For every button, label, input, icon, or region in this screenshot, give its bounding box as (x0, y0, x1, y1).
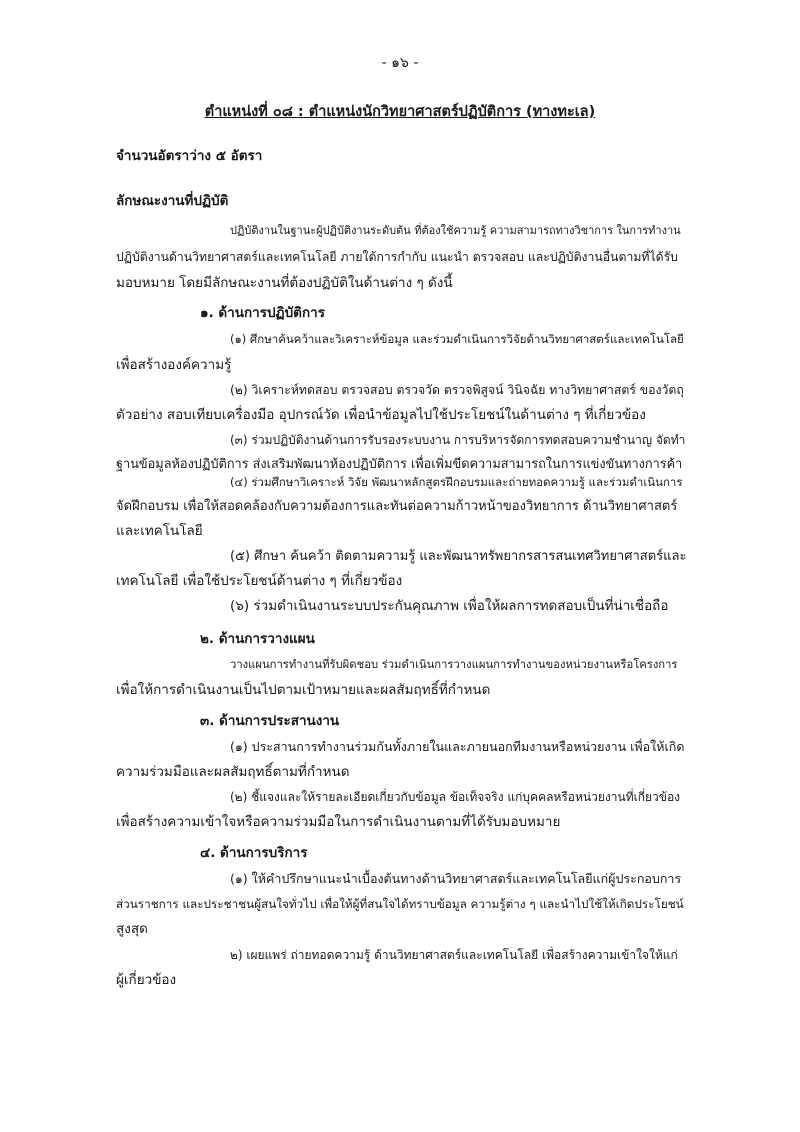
list-item-continuation: ตัวอย่าง สอบเทียบเครื่องมือ อุปกรณ์วัด เพื่อนำข้อมูลไปใช้ประโยชน์ในด้านต่าง ๆ ที่เกี่ยวข้อง (116, 407, 646, 423)
page-number: - ๑๖ - (381, 55, 419, 71)
list-item-continuation: เพื่อสร้างความเข้าใจหรือความร่วมมือในการดำเนินงานตามที่ได้รับมอบหมาย (116, 814, 561, 830)
list-item: (๒) ชี้แจงและให้รายละเอียดเกี่ยวกับข้อมูล ข้อเท็จจริง แก่บุคคลหรือหน่วยงานที่เกี่ยวข้อง (230, 790, 681, 804)
list-item-continuation: ผู้เกี่ยวข้อง (116, 972, 177, 988)
list-item-continuation: จัดฝึกอบรม เพื่อให้สอดคล้องกับความต้องการและทันต่อความก้าวหน้าของวิทยาการ ด้านวิทยาศาสตร์ (116, 499, 678, 514)
list-item-continuation: สูงสุด (116, 921, 148, 937)
vacancy-line: จำนวนอัตราว่าง ๕ อัตรา (116, 148, 263, 164)
subsection-heading-coordination: ๓. ด้านการประสานงาน (200, 713, 340, 729)
list-item: (๒) วิเคราะห์ทดสอบ ตรวจสอบ ตรวจวัด ตรวจพิสูจน์ วินิจฉัย ทางวิทยาศาสตร์ ของวัตถุ (230, 383, 684, 397)
intro-line: มอบหมาย โดยมีลักษณะงานที่ต้องปฏิบัติในด้านต่าง ๆ ดังนี้ (116, 275, 453, 291)
subsection-heading-planning: ๒. ด้านการวางแผน (200, 631, 315, 647)
paragraph-line: วางแผนการทำงานที่รับผิดชอบ ร่วมดำเนินการวางแผนการทำงานของหน่วยงานหรือโครงการ (230, 658, 678, 671)
list-item-continuation: ฐานข้อมูลห้องปฏิบัติการ ส่งเสริมพัฒนาห้องปฏิบัติการ เพื่อเพิ่มขีดความสามารถในการแข่งขันทางการค้า (116, 457, 683, 472)
list-item-continuation: ความร่วมมือและผลสัมฤทธิ์ตามที่กำหนด (116, 764, 350, 780)
list-item: (๔) ร่วมศึกษาวิเคราะห์ วิจัย พัฒนาหลักสูตรฝึกอบรมและถ่ายทอดความรู้ และร่วมดำเนินการ (230, 475, 683, 489)
list-item-continuation: เพื่อสร้างองค์ความรู้ (116, 357, 232, 373)
section-heading: ลักษณะงานที่ปฏิบัติ (116, 193, 229, 209)
list-item: (๑) ศึกษาค้นคว้าและวิเคราะห์ข้อมูล และร่วมดำเนินการวิจัยด้านวิทยาศาสตร์และเทคโนโลยี (230, 332, 684, 346)
list-item-continuation: ส่วนราชการ และประชาชนผู้สนใจทั่วไป เพื่อให้ผู้ที่สนใจได้ทราบข้อมูล ความรู้ต่าง ๆ และนำไปใช้ให้เกิดประโยชน์ (116, 897, 684, 911)
paragraph-line: เพื่อให้การดำเนินงานเป็นไปตามเป้าหมายและผลสัมฤทธิ์ที่กำหนด (116, 682, 491, 698)
intro-line: ปฏิบัติงานด้านวิทยาศาสตร์และเทคโนโลยี ภายใต้การกำกับ แนะนำ ตรวจสอบ และปฏิบัติงานอื่นตามที่ได้รับ (116, 250, 678, 264)
list-item: (๓) ร่วมปฏิบัติงานด้านการรับรองระบบงาน การบริหารจัดการทดสอบความชำนาญ จัดทำ (230, 433, 686, 447)
list-item-continuation: เทคโนโลยี เพื่อใช้ประโยชน์ด้านต่าง ๆ ที่เกี่ยวข้อง (116, 573, 403, 589)
intro-line: ปฏิบัติงานในฐานะผู้ปฏิบัติงานระดับต้น ที่ต้องใช้ความรู้ ความสามารถทางวิชาการ ในการทำงาน (230, 224, 681, 237)
subsection-heading-operations: ๑. ด้านการปฏิบัติการ (200, 305, 325, 321)
list-item: (๑) ให้คำปรึกษาแนะนำเบื้องต้นทางด้านวิทยาศาสตร์และเทคโนโลยีแก่ผู้ประกอบการ (230, 871, 682, 886)
position-title: ตำแหน่งที่ ๐๘ : ตำแหน่งนักวิทยาศาสตร์ปฏิบัติการ (ทางทะเล) (204, 104, 596, 120)
subsection-heading-service: ๔. ด้านการบริการ (200, 845, 308, 861)
list-item: (๕) ศึกษา ค้นคว้า ติดตามความรู้ และพัฒนาทรัพยากรสารสนเทศวิทยาศาสตร์และ (230, 549, 687, 564)
list-item: (๖) ร่วมดำเนินงานระบบประกันคุณภาพ เพื่อให้ผลการทดสอบเป็นที่น่าเชื่อถือ (230, 598, 669, 614)
list-item: ๒) เผยแพร่ ถ่ายทอดความรู้ ด้านวิทยาศาสตร์และเทคโนโลยี เพื่อสร้างความเข้าใจให้แก่ (230, 948, 678, 962)
list-item-continuation: และเทคโนโลยี (116, 523, 203, 539)
list-item: (๑) ประสานการทำงานร่วมกันทั้งภายในและภายนอกทีมงานหรือหน่วยงาน เพื่อให้เกิด (230, 739, 685, 754)
